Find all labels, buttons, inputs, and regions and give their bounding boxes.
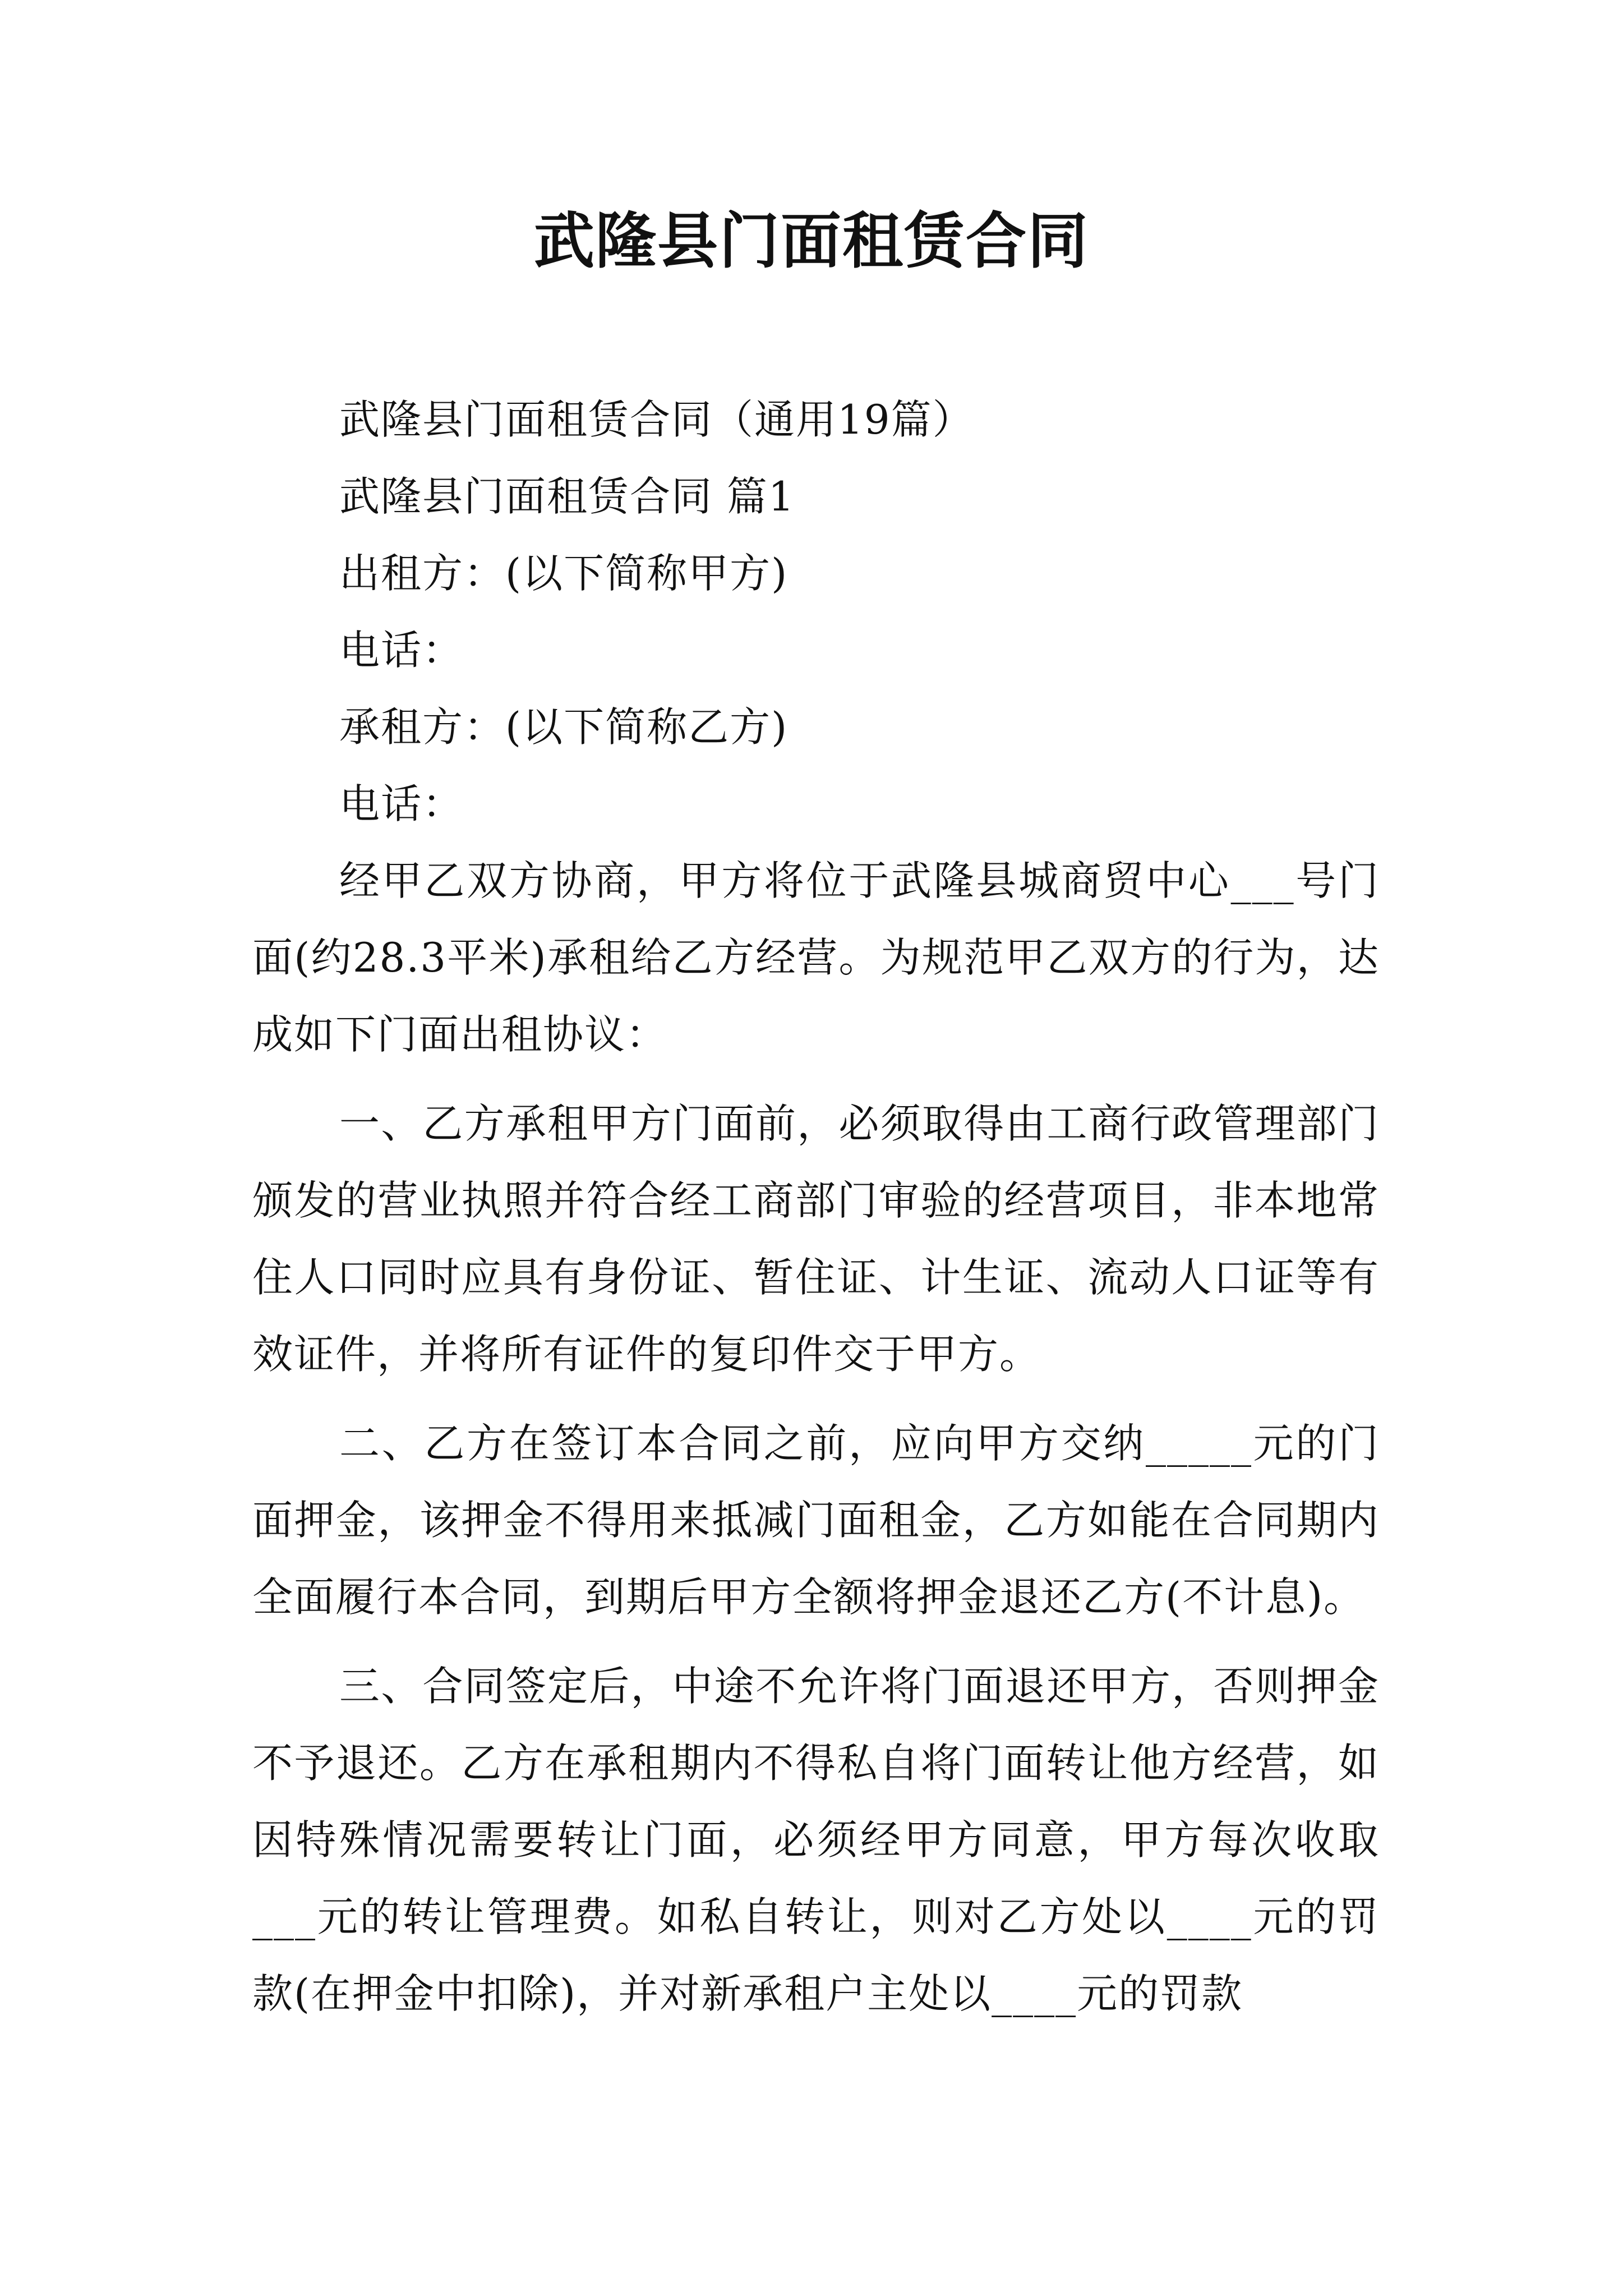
clause-2-paragraph: 二、乙方在签订本合同之前，应向甲方交纳_____元的门面押金，该押金不得用来抵减门面租金，乙方如能在合同期内全面履行本合同，到期后甲方全额将押金退还乙方(不计息)。: [252, 1420, 1380, 1621]
lessor-line: 出租方：(以下简称甲方): [339, 550, 789, 597]
intro-paragraph: 经甲乙双方协商，甲方将位于武隆县城商贸中心___号门面(约28.3平米)承租给乙方经营。为规范甲乙双方的行为，达成如下门面出租协议：: [252, 857, 1380, 1058]
subtitle-line: 武隆县门面租赁合同（通用19篇）: [339, 396, 974, 443]
clause-1-paragraph: 一、乙方承租甲方门面前，必须取得由工商行政管理部门颁发的营业执照并符合经工商部门审验的经营项目，非本地常住人口同时应具有身份证、暂住证、计生证、流动人口证等有效证件，并将所有证件的复印件交于甲方。: [252, 1100, 1380, 1378]
section-heading: 武隆县门面租赁合同 篇1: [339, 473, 795, 520]
document-title: 武隆县门面租赁合同: [533, 206, 1089, 277]
lessee-line: 承租方：(以下简称乙方): [339, 703, 789, 751]
lessee-phone-line: 电话：: [339, 780, 464, 827]
document-body: [252, 381, 1380, 2045]
clause-3-paragraph: 三、合同签定后，中途不允许将门面退还甲方，否则押金不予退还。乙方在承租期内不得私自将门面转让他方经营，如因特殊情况需要转让门面，必须经甲方同意，甲方每次收取___元的转让管理费。如私自转让，则对乙方处以____元的罚款(在押金中扣除)，并对新承租户主处以____元的罚款: [252, 1663, 1380, 2017]
lessor-phone-line: 电话：: [339, 627, 464, 674]
